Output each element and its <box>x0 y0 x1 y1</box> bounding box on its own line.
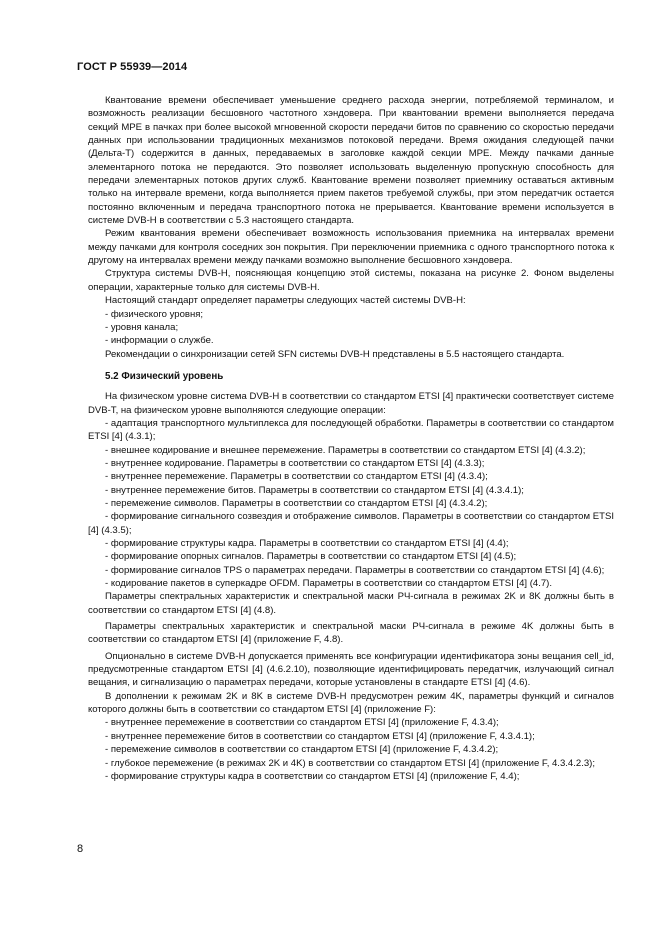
list-item: - внутреннее перемежение битов в соответствии со стандартом ETSI [4] (приложение F, 4.3.4.1); <box>105 730 535 742</box>
list-item: - перемежение символов. Параметры в соответствии со стандартом ETSI [4] (4.3.4.2); <box>105 497 488 509</box>
list-item: - физического уровня; <box>105 308 204 320</box>
paragraph-spectrum-4k: Параметры спектральных характеристик и спектральной маски РЧ-сигнала в режиме 4K должны быть в соответствии со стандартом ETSI [4] (приложение F, 4.8). <box>88 621 614 646</box>
section-heading: 5.2 Физический уровень <box>105 370 224 382</box>
list-item: - внутреннее перемежение в соответствии со стандартом ETSI [4] (приложение F, 4.3.4); <box>105 717 499 729</box>
paragraph-handover: Режим квантования времени обеспечивает возможность использования приемника на интервалах времени между пачками для контроля соседних зон покрытия. При переключении приемника с одного транспортного потока к другому на интервалах времени между пачками возможно выполнение бесшовного хэндовера. <box>88 228 614 267</box>
paragraph-mode-4k: В дополнении к режимам 2K и 8K в системе DVB-H предусмотрен режим 4K, параметры функций и сигналов которого должны быть в соответствии со стандартом ETSI [4] (приложение F): <box>88 690 614 716</box>
list-item: - кодирование пакетов в суперкадре OFDM. Параметры в соответствии со стандартом ETSI [4] (4.7). <box>105 578 552 590</box>
list-item: - формирование опорных сигналов. Параметры в соответствии со стандартом ETSI [4] (4.5); <box>105 551 517 563</box>
page-number: 8 <box>77 843 84 855</box>
list-item: - формирование структуры кадра в соответствии со стандартом ETSI [4] (приложение F, 4.4); <box>105 770 520 782</box>
list-item: - внешнее кодирование и внешнее перемежение. Параметры в соответствии со стандартом ETSI [4] (4.3.2); <box>105 444 586 456</box>
list-item: - глубокое перемежение (в режимах 2K и 4K) в соответствии со стандартом ETSI [4] (приложение F, 4.3.4.2.3); <box>105 757 595 769</box>
page-body <box>88 94 614 783</box>
paragraph-structure: Структура системы DVB-H, поясняющая концепцию этой системы, показана на рисунке 2. Фоном выделены операции, характерные только для системы DVB-H. <box>88 268 614 293</box>
paragraph-time-slicing: Квантование времени обеспечивает уменьшение среднего расхода энергии, потребляемой терминалом, и возможность реализации бесшовного частотного хэндовера. При квантовании времени выполняется передача секций МРЕ в пачках при более высокой мгновенной скорости передачи битов по сравнению со скоростью передачи данных при использовании традиционных механизмов потоковой передачи. Время ожидания следующей пачки (Дельта-T) содержится в данных, передаваемых в заголовке каждой секции МРЕ. Между пачками данные элементарного потока не передаются. Это позволяет использовать выделенную пропускную способность для передачи элементарных потоков других служб. Квантование времени позволяет приемнику оставаться активным только на интервале времени, когда выполняется прием пакетов требуемой службы, при этом передатчик остается постоянно включенным и передача транспортного потока не прерывается. Квантование времени используется в системе DVB-H в соответствии с 5.3 настоящего стандарта. <box>88 95 614 227</box>
paragraph-parts-intro: Настоящий стандарт определяет параметры следующих частей системы DVB-H: <box>105 295 466 307</box>
list-item: - внутреннее кодирование. Параметры в соответствии со стандартом ETSI [4] (4.3.3); <box>105 457 485 469</box>
paragraph-cell-id: Опционально в системе DVB-H допускается применять все конфигурации идентификатора зоны вещания cell_id, предусмотренные стандартом ETSI [4] (4.6.2.10), позволяющие идентифицировать передатчик, излучающий сигнал вещания, и сигнализацию о параметрах передачи, которые установлены в стандарте ETSI [4] (4.6). <box>88 650 614 689</box>
document-header: ГОСТ Р 55939—2014 <box>77 61 188 73</box>
list-item: - информации о службе. <box>105 335 214 347</box>
list-item: - формирование сигналов TPS о параметрах передачи. Параметры в соответствии со стандартом ETSI [4] (4.6); <box>105 564 605 576</box>
list-item: - внутреннее перемежение битов. Параметры в соответствии со стандартом ETSI [4] (4.3.4.1); <box>105 484 524 496</box>
list-item: - перемежение символов в соответствии со стандартом ETSI [4] (приложение F, 4.3.4.2); <box>105 744 499 756</box>
paragraph-phys-intro: На физическом уровне система DVB-H в соответствии со стандартом ETSI [4] практически соответствует системе DVB-T, на физическом уровне выполняются следующие операции: <box>88 391 614 416</box>
paragraph-spectrum-2k-8k: Параметры спектральных характеристик и спектральной маски РЧ-сигнала в режимах 2K и 8K должны быть в соответствии со стандартом ETSI [4] (4.8). <box>88 591 614 616</box>
list-item: - внутреннее перемежение. Параметры в соответствии со стандартом ETSI [4] (4.3.4); <box>105 471 488 483</box>
list-item: - адаптация транспортного мультиплекса для последующей обработки. Параметры в соответствии со стандартом ETSI [4] (4.3.1); <box>88 417 614 443</box>
paragraph-sfn-note: Рекомендации о синхронизации сетей SFN системы DVB-H представлены в 5.5 настоящего стандарта. <box>105 348 565 360</box>
list-item: - формирование сигнального созвездия и отображение символов. Параметры в соответствии со стандартом ETSI [4] (4.3.5); <box>88 511 614 536</box>
list-item: - формирование структуры кадра. Параметры в соответствии со стандартом ETSI [4] (4.4); <box>105 538 509 549</box>
list-item: - уровня канала; <box>105 321 179 333</box>
